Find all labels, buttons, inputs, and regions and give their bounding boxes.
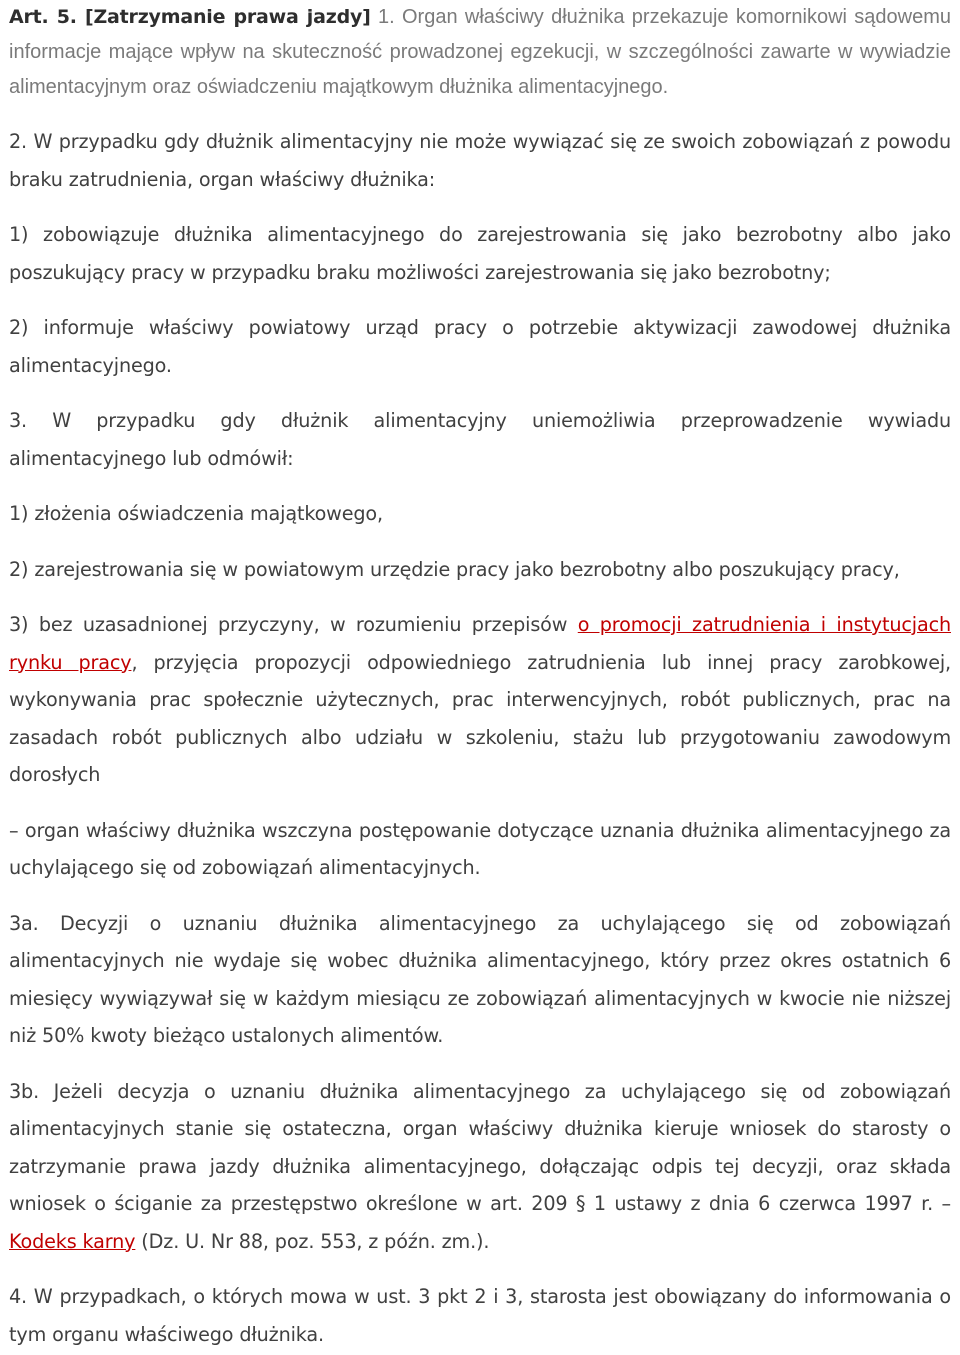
paragraph-3-intro: 3. W przypadku gdy dłużnik alimentacyjny uniemożliwia przeprowadzenie wywiadu alimentacyjnego lub odmówił:: [9, 409, 951, 470]
document-page: [9, 0, 951, 1353]
link-kodeks-karny[interactable]: Kodeks karny: [9, 1229, 136, 1253]
paragraph-3-item-3: [9, 606, 951, 794]
paragraph-2-intro: 2. W przypadku gdy dłużnik alimentacyjny nie może wywiązać się ze swoich zobowiązań z powodu braku zatrudnienia, organ właściwy dłużnika:: [9, 130, 951, 191]
paragraph-1: [9, 0, 951, 105]
paragraph-3-item-1: 1) złożenia oświadczenia majątkowego,: [9, 502, 383, 525]
paragraph-2-item-2: 2) informuje właściwy powiatowy urząd pracy o potrzebie aktywizacji zawodowej dłużnika alimentacyjnego.: [9, 316, 951, 377]
paragraph-3b: [9, 1073, 951, 1261]
paragraph-3-item-3-pre: 3) bez uzasadnionej przyczyny, w rozumieniu przepisów: [9, 613, 578, 636]
paragraph-1-text: 1. Organ właściwy dłużnika przekazuje komornikowi sądowemu informacje mające wpływ na skuteczność prowadzonej egzekucji, w szczególności zawarte w wywiadzie alimentacyjnym oraz oświadczeniu majątkowym dłużnika alimentacyjnego.: [9, 6, 952, 98]
link-promocja-zatrudnienia[interactable]: o promocji zatrudnienia i instytucjach rynku pracy: [9, 613, 951, 674]
paragraph-3b-pre: 3b. Jeżeli decyzja o uznaniu dłużnika alimentacyjnego za uchylającego się od zobowiązań alimentacyjnych stanie się ostateczna, organ właściwy dłużnika kieruje wniosek do starosty o zatrzymanie prawa jazdy dłużnika alimentacyjnego, dołączając odpis tej decyzji, oraz składa wniosek o ściganie za przestępstwo określone w art. 209 § 1 ustawy z dnia 6 czerwca 1997 r. –: [9, 1079, 951, 1215]
paragraph-3b-post: (Dz. U. Nr 88, poz. 553, z późn. zm.).: [135, 1229, 490, 1253]
paragraph-4: 4. W przypadkach, o których mowa w ust. 3 pkt 2 i 3, starosta jest obowiązany do informowania o tym organu właściwego dłużnika.: [9, 1285, 951, 1346]
paragraph-2-item-1: 1) zobowiązuje dłużnika alimentacyjnego do zarejestrowania się jako bezrobotny albo jako poszukujący pracy w przypadku braku możliwości zarejestrowania się jako bezrobotny;: [9, 223, 951, 284]
paragraph-3-conclusion: – organ właściwy dłużnika wszczyna postępowanie dotyczące uznania dłużnika alimentacyjnego za uchylającego się od zobowiązań alimentacyjnych.: [9, 818, 951, 879]
paragraph-3-item-2: 2) zarejestrowania się w powiatowym urzędzie pracy jako bezrobotny albo poszukujący pracy,: [9, 557, 900, 581]
paragraph-3a: 3a. Decyzji o uznaniu dłużnika alimentacyjnego za uchylającego się od zobowiązań alimentacyjnych nie wydaje się wobec dłużnika alimentacyjnego, który przez okres ostatnich 6 miesięcy wywiązywał się w każdym miesiącu ze zobowiązań alimentacyjnych w kwocie nie niższej niż 50% kwoty bieżąco ustalonych alimentów.: [9, 911, 951, 1047]
article-heading: Art. 5. [Zatrzymanie prawa jazdy]: [9, 6, 371, 28]
paragraph-3-item-3-post: , przyjęcia propozycji odpowiedniego zatrudnienia lub innej pracy zarobkowej, wykonywania prac społecznie użytecznych, prac interwencyjnych, robót publicznych, prac na zasadach robót publicznych albo udziału w szkoleniu, stażu lub przygotowaniu zawodowym dorosłych: [9, 650, 951, 786]
